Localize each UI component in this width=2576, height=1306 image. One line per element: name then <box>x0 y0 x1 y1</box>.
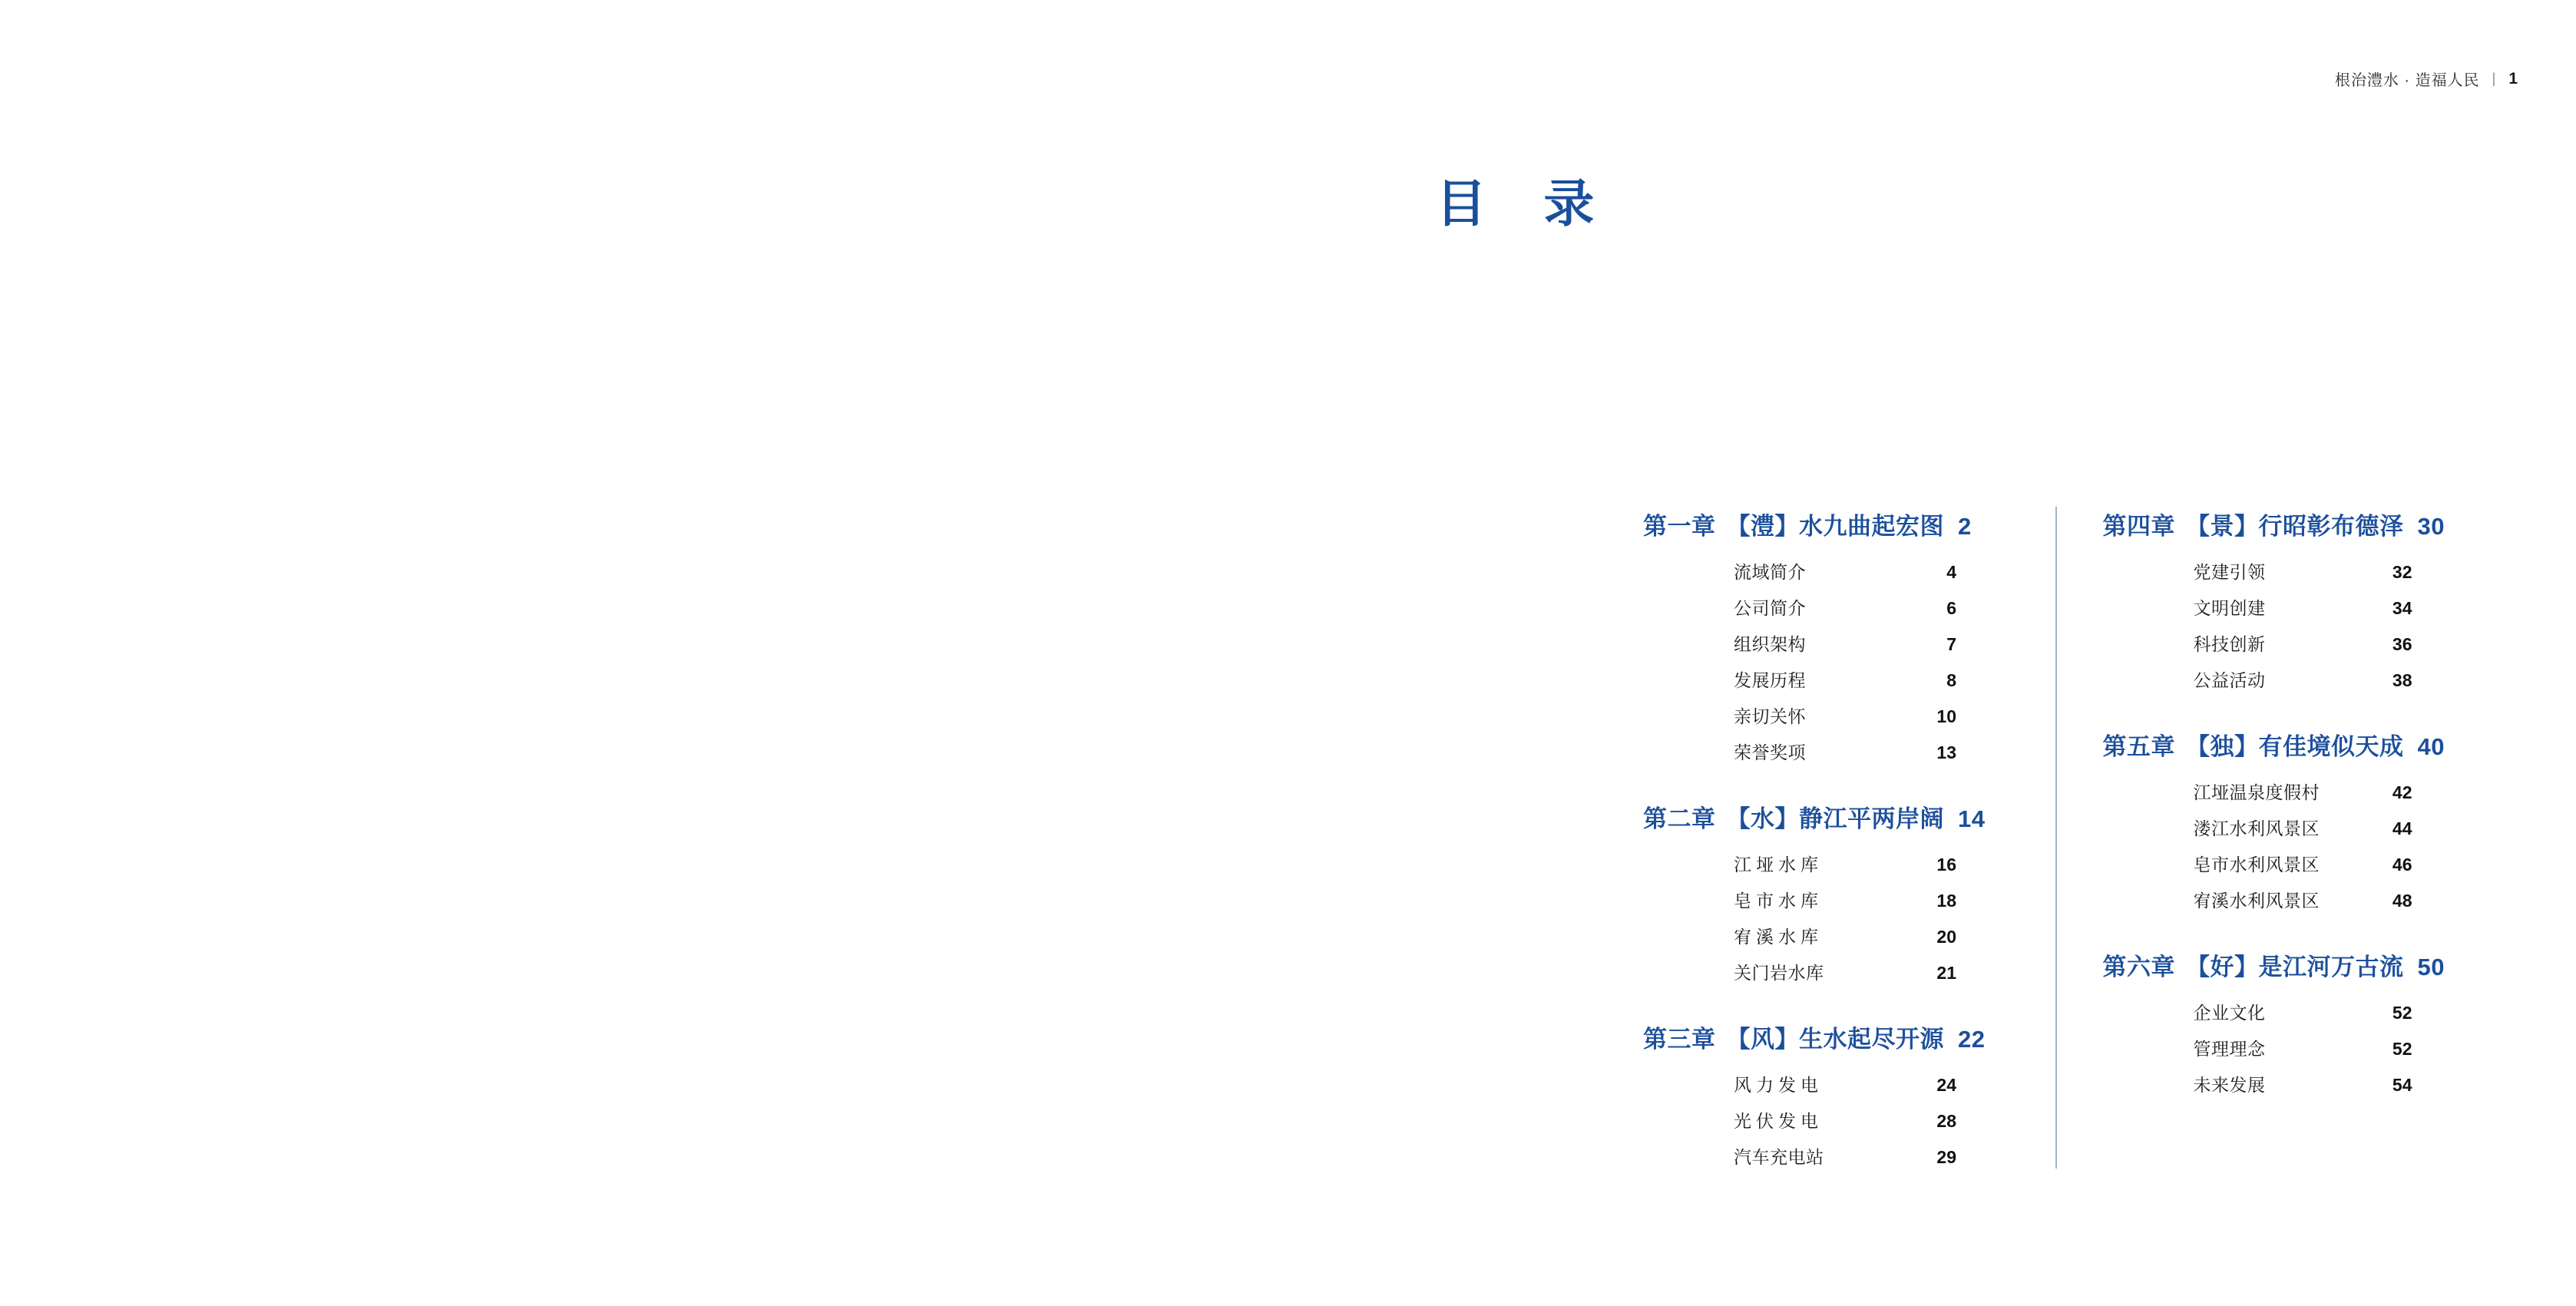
entry-page: 6 <box>1946 598 1956 618</box>
toc-entry[interactable] <box>2194 851 2515 876</box>
entry-page: 28 <box>1936 1111 1956 1131</box>
toc-entry[interactable] <box>2194 815 2515 840</box>
toc-chapter <box>2103 947 2515 1096</box>
chapter-label: 第四章 <box>2102 513 2175 540</box>
toc-entry[interactable] <box>2194 630 2515 656</box>
chapter-page: 22 <box>1958 1026 1986 1053</box>
toc-entry[interactable] <box>1734 703 2055 728</box>
entry-page: 18 <box>1936 891 1956 911</box>
entry-page: 20 <box>1936 927 1956 947</box>
entry-name: 亲切关怀 <box>1734 706 1806 726</box>
entry-name: 光伏发电 <box>1734 1111 1823 1131</box>
entry-page: 21 <box>1936 963 1956 983</box>
toc-chapter <box>1643 1020 2055 1169</box>
toc-entry[interactable] <box>1734 923 2055 948</box>
toc-chapter <box>1643 507 2055 764</box>
toc-chapter <box>2103 507 2515 692</box>
entry-page: 16 <box>1936 855 1956 875</box>
toc-entry[interactable] <box>1734 666 2055 692</box>
toc-entry[interactable] <box>1734 630 2055 656</box>
entry-name: 管理理念 <box>2193 1039 2266 1059</box>
entry-page: 8 <box>1946 670 1956 690</box>
entry-name: 风力发电 <box>1734 1075 1823 1095</box>
toc-chapter-heading[interactable] <box>1643 1020 2055 1054</box>
entry-name: 皂市水利风景区 <box>2193 855 2320 875</box>
toc-entry[interactable] <box>2194 779 2515 804</box>
toc-entry-list <box>2103 779 2515 912</box>
toc-entry[interactable] <box>1734 739 2055 764</box>
entry-name: 荣誉奖项 <box>1734 742 1806 762</box>
chapter-label: 第六章 <box>2102 954 2175 980</box>
toc-chapter-heading[interactable] <box>2103 947 2515 982</box>
entry-page: 4 <box>1946 562 1956 582</box>
entry-page: 32 <box>2392 562 2412 582</box>
entry-page: 48 <box>2392 891 2412 911</box>
entry-page: 52 <box>2392 1039 2412 1059</box>
chapter-page: 14 <box>1958 805 1986 832</box>
entry-name: 科技创新 <box>2193 634 2266 654</box>
entry-name: 汽车充电站 <box>1734 1147 1824 1167</box>
toc-entry[interactable] <box>2194 558 2515 584</box>
toc-entry[interactable] <box>1734 959 2055 984</box>
entry-page: 38 <box>2392 670 2412 690</box>
toc-entry-list <box>2103 558 2515 692</box>
toc-entry[interactable] <box>1734 558 2055 584</box>
toc-entry-list <box>1643 558 2055 764</box>
chapter-name: 【好】是江河万古流 <box>2186 954 2404 980</box>
entry-name: 流域简介 <box>1734 562 1806 582</box>
header-slogan: 根治澧水 · 造福人民 <box>2334 72 2480 89</box>
entry-page: 24 <box>1936 1075 1956 1095</box>
toc-entry-list <box>1643 1071 2055 1169</box>
toc-entry[interactable] <box>2194 1035 2515 1060</box>
toc-column-right <box>2055 507 2515 1169</box>
chapter-name: 【澧】水九曲起宏图 <box>1726 513 1944 540</box>
entry-name: 江垭温泉度假村 <box>2193 782 2320 802</box>
entry-name: 宥溪水利风景区 <box>2193 891 2320 911</box>
chapter-name: 【风】生水起尽开源 <box>1726 1026 1944 1053</box>
header-separator: | <box>2492 71 2497 86</box>
entry-name: 宥溪水库 <box>1734 927 1823 947</box>
entry-page: 46 <box>2392 855 2412 875</box>
chapter-label: 第三章 <box>1643 1026 1716 1053</box>
chapter-page: 40 <box>2417 733 2445 760</box>
toc-entry[interactable] <box>1734 1107 2055 1132</box>
entry-page: 7 <box>1946 634 1956 654</box>
toc-entry[interactable] <box>2194 666 2515 692</box>
entry-page: 13 <box>1936 742 1956 762</box>
toc-column-left <box>1643 507 2055 1169</box>
toc-entry[interactable] <box>1734 594 2055 620</box>
header-page-number: 1 <box>2508 69 2518 88</box>
toc-entry[interactable] <box>2194 999 2515 1024</box>
entry-name: 关门岩水库 <box>1734 963 1824 983</box>
toc-entry[interactable] <box>1734 851 2055 876</box>
toc-entry[interactable] <box>2194 887 2515 912</box>
toc-chapter <box>1643 799 2055 984</box>
toc-entry-list <box>2103 999 2515 1096</box>
toc-entry[interactable] <box>1734 887 2055 912</box>
toc-chapter-heading[interactable] <box>1643 799 2055 834</box>
chapter-label: 第二章 <box>1643 805 1716 832</box>
entry-name: 公司简介 <box>1734 598 1806 618</box>
entry-page: 42 <box>2392 782 2412 802</box>
chapter-name: 【独】有佳境似天成 <box>2186 733 2404 760</box>
toc-entry[interactable] <box>1734 1143 2055 1169</box>
toc-entry[interactable] <box>2194 594 2515 620</box>
entry-page: 36 <box>2392 634 2412 654</box>
toc-entry[interactable] <box>1734 1071 2055 1096</box>
entry-name: 江垭水库 <box>1734 855 1823 875</box>
chapter-name: 【水】静江平两岸阔 <box>1726 805 1944 832</box>
entry-name: 公益活动 <box>2193 670 2266 690</box>
toc-chapter-heading[interactable] <box>1643 507 2055 541</box>
chapter-label: 第一章 <box>1643 513 1716 540</box>
entry-name: 未来发展 <box>2193 1075 2266 1095</box>
toc-entry[interactable] <box>2194 1071 2515 1096</box>
toc-chapter-heading[interactable] <box>2103 507 2515 541</box>
entry-page: 34 <box>2392 598 2412 618</box>
entry-page: 29 <box>1936 1147 1956 1167</box>
entry-name: 文明创建 <box>2193 598 2266 618</box>
chapter-page: 2 <box>1958 513 1972 540</box>
chapter-page: 30 <box>2417 513 2445 540</box>
entry-page: 44 <box>2392 818 2412 838</box>
toc-columns <box>1643 507 2515 1169</box>
toc-chapter-heading[interactable] <box>2103 727 2515 762</box>
entry-name: 组织架构 <box>1734 634 1806 654</box>
chapter-label: 第五章 <box>2102 733 2175 760</box>
entry-name: 党建引领 <box>2193 562 2266 582</box>
entry-name: 皂市水库 <box>1734 891 1823 911</box>
entry-page: 52 <box>2392 1003 2412 1023</box>
entry-page: 54 <box>2392 1075 2412 1095</box>
entry-page: 10 <box>1936 706 1956 726</box>
toc-chapter <box>2103 727 2515 912</box>
toc-entry-list <box>1643 851 2055 984</box>
chapter-name: 【景】行昭彰布德泽 <box>2186 513 2404 540</box>
chapter-page: 50 <box>2417 954 2445 980</box>
entry-name: 发展历程 <box>1734 670 1806 690</box>
entry-name: 企业文化 <box>2193 1003 2266 1023</box>
running-header <box>2335 68 2518 90</box>
page-title: 目 录 <box>1436 175 1616 232</box>
entry-name: 溇江水利风景区 <box>2193 818 2320 838</box>
